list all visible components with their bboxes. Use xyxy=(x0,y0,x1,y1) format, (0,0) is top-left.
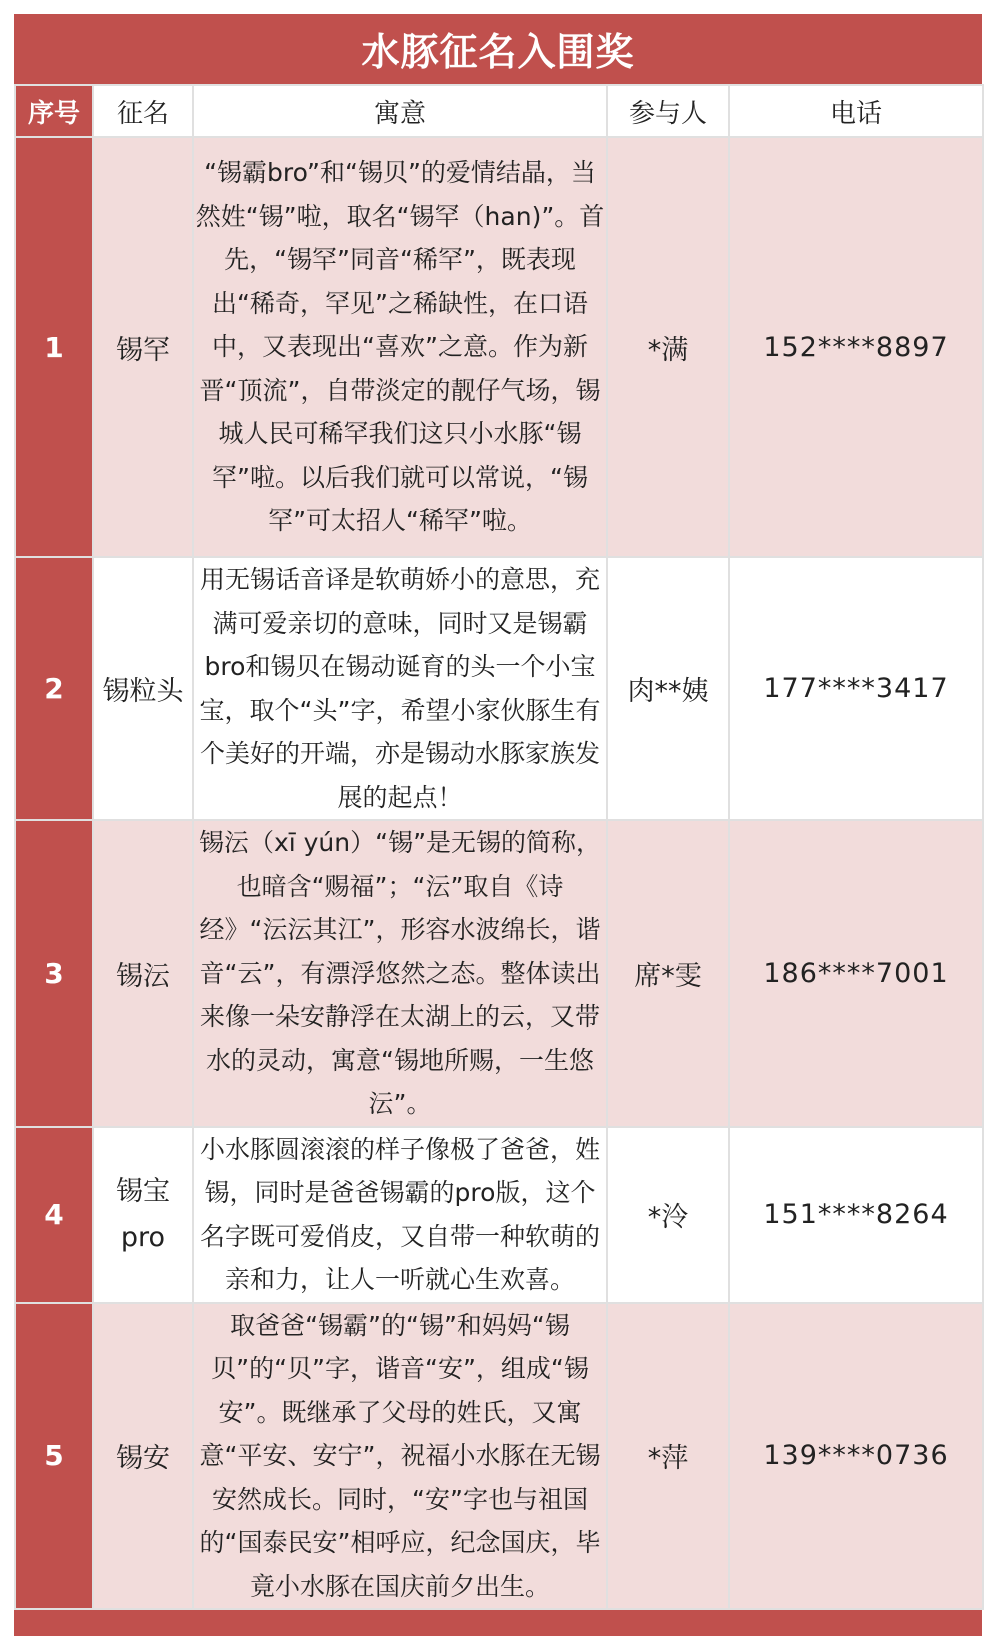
candidate-name-line-2: pro xyxy=(120,1221,166,1253)
name-meaning: 取爸爸“锡霸”的“锡”和妈妈“锡贝”的“贝”字，谐音“安”，组成“锡安”。既继承了父母的姓氏，又寓意“平安、安宁”，祝福小水豚在无锡安然成长。同时，“安”字也与祖国的“国泰民安”相呼应，纪念国庆，毕竟小水豚在国庆前夕出生。 xyxy=(193,1303,607,1610)
participant-name: *萍 xyxy=(607,1303,729,1610)
header-participant: 参与人 xyxy=(607,85,729,137)
table-row xyxy=(15,137,983,557)
participant-phone: 177****3417 xyxy=(729,557,983,820)
row-index: 5 xyxy=(15,1303,93,1610)
finalist-table xyxy=(14,84,984,1610)
participant-phone: 186****7001 xyxy=(729,820,983,1127)
table-row xyxy=(15,1303,983,1610)
header-phone: 电话 xyxy=(729,85,983,137)
award-table-sheet xyxy=(14,14,982,1636)
participant-phone: 152****8897 xyxy=(729,137,983,557)
participant-name: 席*雯 xyxy=(607,820,729,1127)
header-index: 序号 xyxy=(15,85,93,137)
table-row xyxy=(15,557,983,820)
participant-phone: 151****8264 xyxy=(729,1127,983,1303)
candidate-name: 锡沄 xyxy=(93,820,193,1127)
table-row xyxy=(15,820,983,1127)
name-meaning: “锡霸bro”和“锡贝”的爱情结晶，当然姓“锡”啦，取名“锡罕（han)”。首先，“锡罕”同音“稀罕”，既表现出“稀奇，罕见”之稀缺性，在口语中，又表现出“喜欢”之意。作为新晋“顶流”，自带淡定的靓仔气场，锡城人民可稀罕我们这只小水豚“锡罕”啦。以后我们就可以常说，“锡罕”可太招人“稀罕”啦。 xyxy=(193,137,607,557)
header-name: 征名 xyxy=(93,85,193,137)
candidate-name: 锡粒头 xyxy=(93,557,193,820)
candidate-name: 锡安 xyxy=(93,1303,193,1610)
table-title: 水豚征名入围奖 xyxy=(14,14,982,82)
participant-name: 肉**姨 xyxy=(607,557,729,820)
name-meaning: 锡沄（xī yún）“锡”是无锡的简称，也暗含“赐福”；“沄”取自《诗经》“沄沄其江”，形容水波绵长，谐音“云”，有漂浮悠然之态。整体读出来像一朵安静浮在太湖上的云，又带水的灵动，寓意“锡地所赐，一生悠沄”。 xyxy=(193,820,607,1127)
candidate-name-line-1: 锡宝 xyxy=(116,1175,170,1207)
participant-phone: 139****0736 xyxy=(729,1303,983,1610)
header-meaning: 寓意 xyxy=(193,85,607,137)
participant-name: *满 xyxy=(607,137,729,557)
table-header-row xyxy=(15,85,983,137)
name-meaning: 用无锡话音译是软萌娇小的意思，充满可爱亲切的意味，同时又是锡霸bro和锡贝在锡动诞育的头一个小宝宝，取个“头”字，希望小家伙豚生有个美好的开端，亦是锡动水豚家族发展的起点！ xyxy=(193,557,607,820)
name-meaning: 小水豚圆滚滚的样子像极了爸爸，姓锡，同时是爸爸锡霸的pro版，这个名字既可爱俏皮，又自带一种软萌的亲和力，让人一听就心生欢喜。 xyxy=(193,1127,607,1303)
row-index: 3 xyxy=(15,820,93,1127)
participant-name: *泠 xyxy=(607,1127,729,1303)
row-index: 2 xyxy=(15,557,93,820)
table-row xyxy=(15,1127,983,1303)
candidate-name xyxy=(93,1127,193,1303)
candidate-name: 锡罕 xyxy=(93,137,193,557)
row-index: 4 xyxy=(15,1127,93,1303)
row-index: 1 xyxy=(15,137,93,557)
